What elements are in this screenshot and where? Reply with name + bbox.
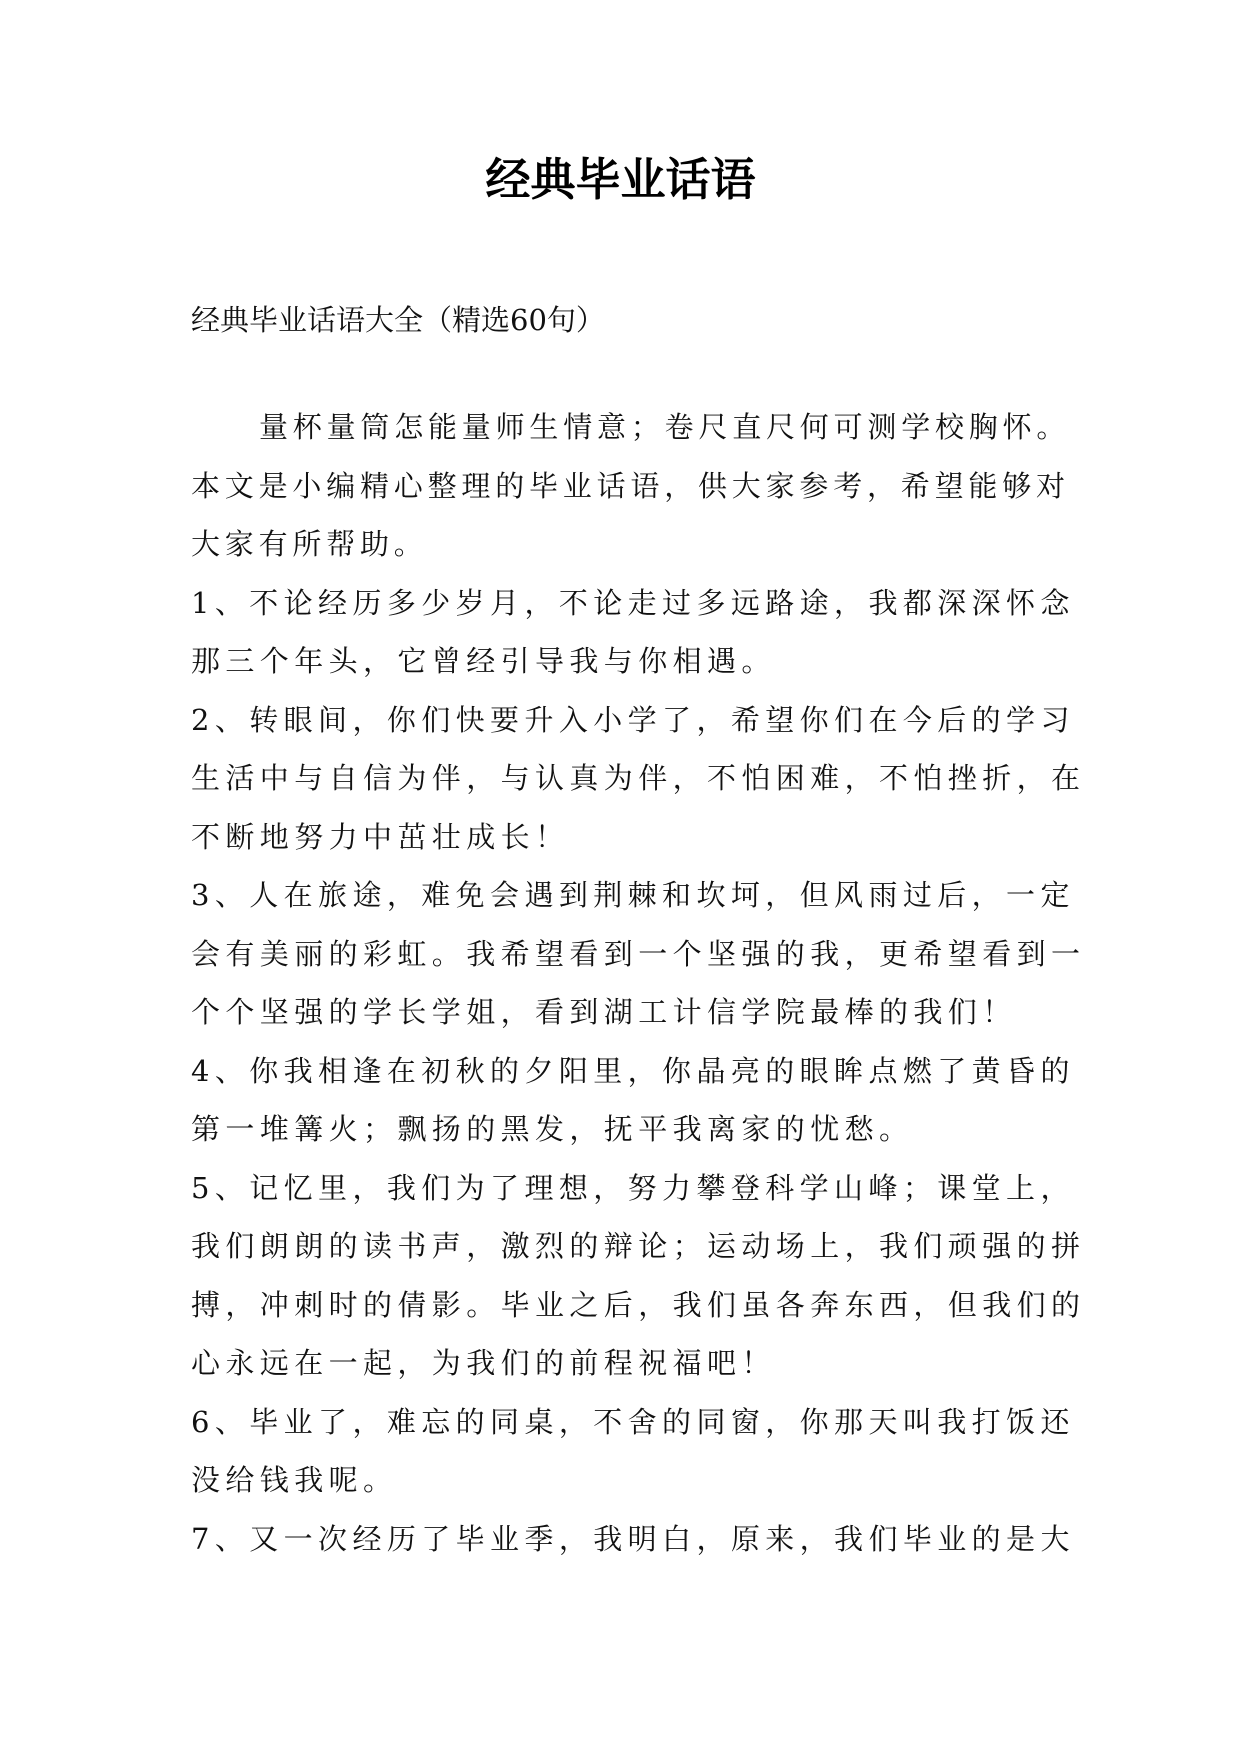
list-item: 3、人在旅途，难免会遇到荆棘和坎坷，但风雨过后，一定会有美丽的彩虹。我希望看到一个坚强的我，更希望看到一个个坚强的学长学姐，看到湖工计信学院最棒的我们！ — [191, 878, 1086, 1029]
list-item: 1、不论经历多少岁月，不论走过多远路途，我都深深怀念那三个年头，它曾经引导我与你相遇。 — [191, 585, 1075, 678]
document-title: 经典毕业话语 — [485, 153, 756, 206]
intro-paragraph: 量杯量筒怎能量师生情意；卷尺直尺何可测学校胸怀。本文是小编精心整理的毕业话语，供大家参考，希望能够对大家有所帮助。 — [191, 410, 1071, 561]
list-item: 5、记忆里，我们为了理想，努力攀登科学山峰；课堂上，我们朗朗的读书声，激烈的辩论；运动场上，我们顽强的拼搏，冲刺时的倩影。毕业之后，我们虽各奔东西，但我们的心永远在一起，为我们的前程祝福吧！ — [191, 1170, 1086, 1380]
document-body — [191, 291, 1091, 1568]
list-item: 4、你我相逢在初秋的夕阳里，你晶亮的眼眸点燃了黄昏的第一堆篝火；飘扬的黑发，抚平我离家的忧愁。 — [191, 1053, 1075, 1146]
list-item: 2、转眼间，你们快要升入小学了，希望你们在今后的学习生活中与自信为伴，与认真为伴，不怕困难，不怕挫折，在不断地努力中茁壮成长！ — [191, 702, 1086, 854]
document-subtitle: 经典毕业话语大全（精选60句） — [191, 303, 605, 337]
list-item: 7、又一次经历了毕业季，我明白，原来，我们毕业的是大 — [191, 1521, 1075, 1556]
list-item: 6、毕业了，难忘的同桌，不舍的同窗，你那天叫我打饭还没给钱我呢。 — [191, 1404, 1075, 1497]
